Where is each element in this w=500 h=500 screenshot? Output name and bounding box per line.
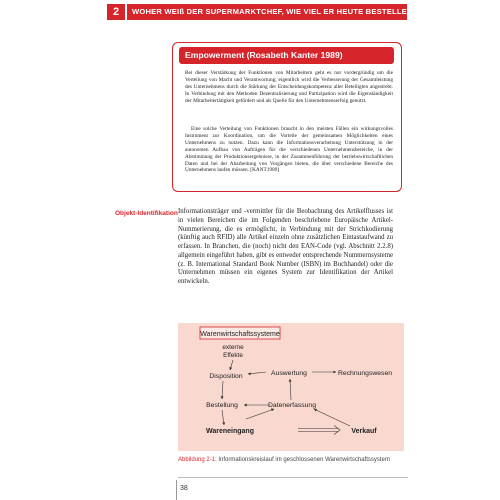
node-bestellung: Bestellung: [206, 402, 238, 409]
node-datenerfassung: Datenerfassung: [268, 402, 316, 409]
arrow-wareneingang-datenerfassung: [246, 409, 274, 419]
arrow-verkauf-datenerfassung: [314, 409, 350, 426]
node-auswertung: Auswertung: [271, 370, 307, 377]
page-number-rule: [176, 480, 177, 500]
box-title: Empowerment (Rosabeth Kanter 1989): [179, 47, 394, 64]
arrow-disposition-bestellung: [222, 381, 223, 399]
definition-box: [172, 42, 402, 192]
arrow-bestellung-wareneingang: [222, 410, 224, 425]
flow-diagram: [178, 323, 404, 451]
margin-heading: Objekt-Identifikation: [115, 210, 178, 217]
figure-diagram: [178, 323, 404, 451]
arrow-datenerfassung-auswertung: [290, 379, 291, 400]
figure-caption: [178, 457, 390, 463]
caption-text: Informationskreislauf im geschlossenen Warenwirtschaftssystem: [218, 457, 390, 463]
arrow-effekte-disposition: [230, 360, 233, 370]
node-effekte: Effekte: [223, 352, 243, 359]
footer-divider: [178, 477, 408, 478]
chapter-number: 2: [107, 4, 125, 20]
caption-label: Abbildung 2-1:: [178, 457, 217, 463]
running-title: WOHER WEIß DER SUPERMARKTCHEF, WIE VIEL ER HEUTE BESTELLEN MUSS?: [127, 4, 407, 20]
box-paragraph-1: Bei dieser Verstärkung der Funktionen von Mitarbeitern geht es nur vordergründig um die Verteilung von Macht und Verantwortung; eigentlich wird die Verbesserung der Gesamtleistung des Unternehmens durch die Stärkung der Entscheidungskompetenz aller Beteiligten angestrebt. In Verbindung mit den Methoden Dezentralisierung und Partizipation wird die Eigenständigkeit der Mitarbeitertätigkeit gefördert und als Quelle für den Unternehmenserfolg genutzt.: [185, 70, 393, 104]
arrow-auswertung-disposition: [248, 372, 266, 374]
page-number: 38: [180, 485, 188, 492]
node-disposition: Disposition: [209, 373, 243, 380]
node-rechnungswesen: Rechnungswesen: [337, 370, 393, 377]
box-paragraph-2: Eine solche Verteilung von Funktionen braucht in den meisten Fällen ein wirkungsvolles Instrument zur Koordination, um die Vorteile der gemeinsamen Möglichkeiten eines Unternehmens zu nutzen. Dazu kann die Informationsverarbeitung Unterstützung in der autonomen Aufbau von Aufträgen für die verschiedenen Unternehmensbereiche, in der Abstimmung der Produktionsergebnisse, in der Zusammenführung der betriebswirtschaftlichen Daten und bei der Abarbeitung von Vorgängen bieten, die über verschiedene Bereiche des Unternehmens laufen müssen. [KANT1989]: [185, 126, 393, 174]
figure-title: Warenwirtschaftssysteme: [200, 331, 280, 338]
body-paragraph: Informationsträger und -vermittler für die Beobachtung des Artikelflusses ist in vielen Bereichen die im Folgenden beschriebene Europäische Artikel-Nummerierung, die es ermöglicht, in Verbindung mit der Strichkodierung (künftig auch RFID) alle Artikel einzeln ohne zusätzlichen Eintastaufwand zu erfassen. In Branchen, die (noch) nicht den EAN-Code (vgl. Abschnitt 2.2.8) allgemein eingeführt haben, gibt es entweder entsprechende Nummernsysteme (z. B. International Standard Book Number (ISBN) im Buchhandel) oder die Unternehmen müssen ein eigenes System zur Identifikation der Artikel entwickeln.: [178, 208, 393, 285]
flow-arrowhead: [334, 426, 340, 435]
running-header: [0, 0, 500, 24]
node-externe: externe: [222, 344, 244, 351]
node-wareneingang: Wareneingang: [206, 428, 254, 435]
node-verkauf: Verkauf: [351, 428, 377, 435]
